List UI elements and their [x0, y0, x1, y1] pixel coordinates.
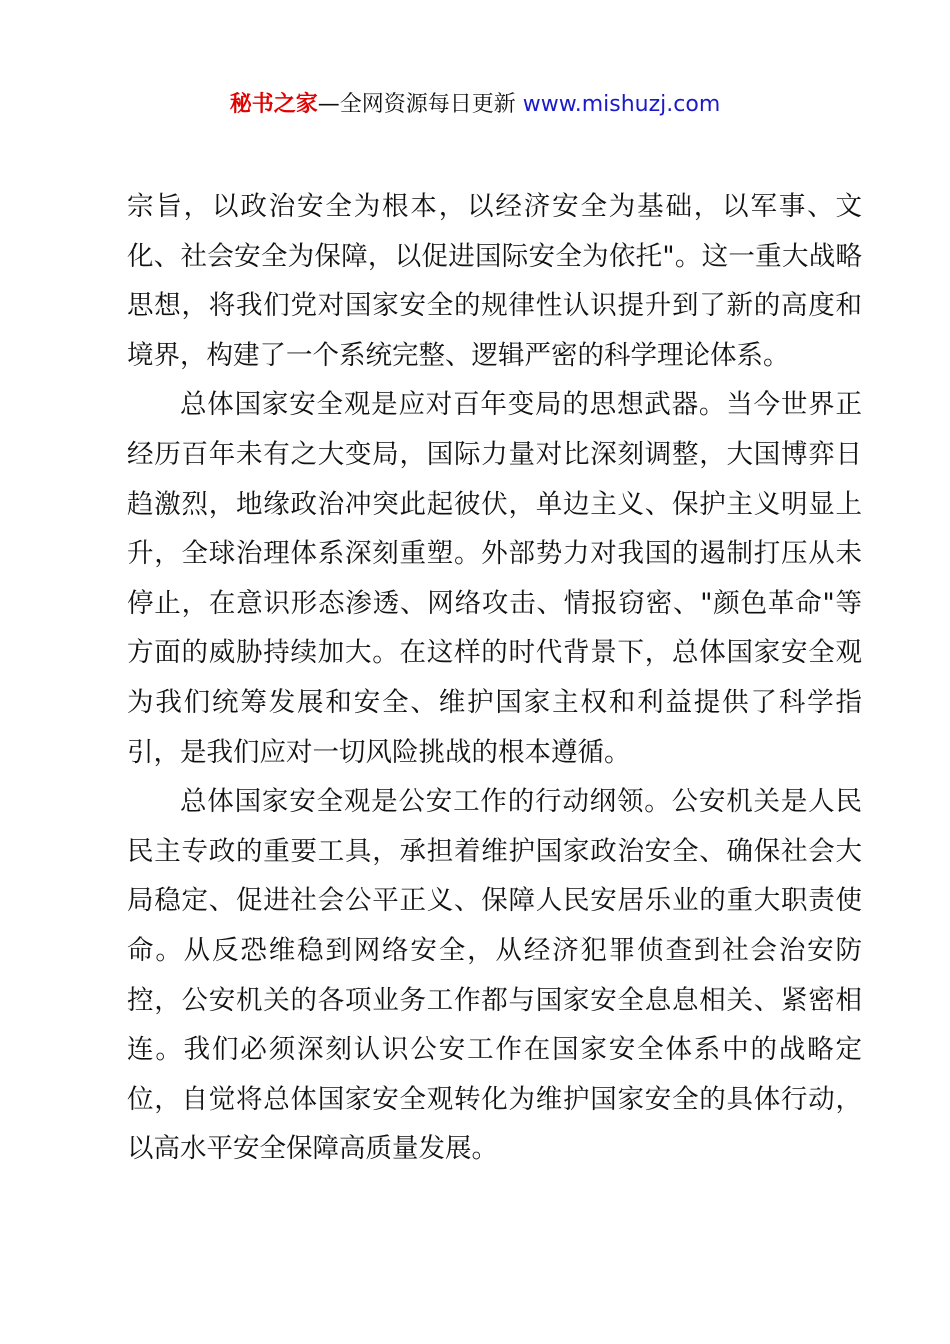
- brand-name: 秘书之家: [229, 92, 318, 117]
- paragraph-action-program: 总体国家安全观是公安工作的行动纲领。公安机关是人民民主专政的重要工具，承担着维护国家政治安全、确保社会大局稳定、促进社会公平正义、保障人民安居乐业的重大职责使命。从反恐维稳到网络安全，从经济犯罪侦查到社会治安防控，公安机关的各项业务工作都与国家安全息息相关、紧密相连。我们必须深刻认识公安工作在国家安全体系中的战略定位，自觉将总体国家安全观转化为维护国家安全的具体行动，以高水平安全保障高质量发展。: [127, 786, 862, 1165]
- document-body: [127, 182, 862, 1174]
- header-tagline: —全网资源每日更新: [317, 92, 523, 117]
- paragraph-ideological-weapon: 总体国家安全观是应对百年变局的思想武器。当今世界正经历百年未有之大变局，国际力量对比深刻调整，大国博弈日趋激烈，地缘政治冲突此起彼伏，单边主义、保护主义明显上升，全球治理体系深刻重塑。外部势力对我国的遏制打压从未停止，在意识形态渗透、网络攻击、情报窃密、"颜色革命"等方面的威胁持续加大。在这样的时代背景下，总体国家安全观为我们统筹发展和安全、维护国家主权和利益提供了科学指引，是我们应对一切风险挑战的根本遵循。: [127, 389, 862, 768]
- page-header: [0, 88, 950, 122]
- site-url-link[interactable]: www.mishuzj.com: [522, 92, 721, 117]
- paragraph-continuation: 宗旨，以政治安全为根本，以经济安全为基础，以军事、文化、社会安全为保障，以促进国际安全为依托"。这一重大战略思想，将我们党对国家安全的规律性认识提升到了新的高度和境界，构建了一个系统完整、逻辑严密的科学理论体系。: [127, 191, 862, 371]
